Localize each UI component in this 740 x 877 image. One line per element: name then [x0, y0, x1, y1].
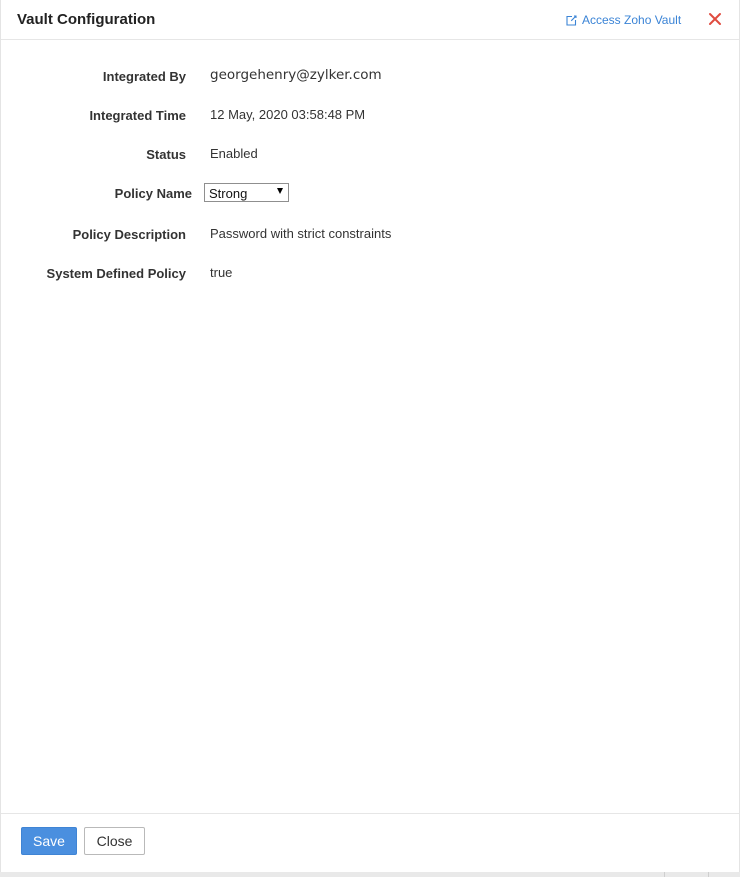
field-row-integrated-by: [1, 66, 739, 88]
access-zoho-vault-link[interactable]: [566, 13, 681, 27]
integrated-time-label: Integrated Time: [89, 108, 186, 123]
external-link-icon: [566, 15, 577, 26]
integrated-by-value: georgehenry@zylker.com: [210, 67, 382, 83]
field-row-policy-name: [1, 183, 739, 205]
dialog-title: Vault Configuration: [17, 11, 156, 28]
divider: [664, 872, 665, 877]
policy-name-label: Policy Name: [114, 186, 192, 201]
integrated-time-value: 12 May, 2020 03:58:48 PM: [210, 107, 366, 122]
dropdown-arrow-icon: [277, 188, 283, 194]
dialog-footer: [1, 813, 739, 873]
policy-name-select[interactable]: [204, 183, 289, 202]
divider: [708, 872, 709, 877]
policy-description-label: Policy Description: [72, 227, 186, 242]
close-icon[interactable]: [708, 12, 722, 26]
system-defined-policy-value: true: [210, 265, 233, 280]
field-row-integrated-time: [1, 105, 739, 127]
field-row-system-defined-policy: [1, 263, 739, 285]
policy-description-value: Password with strict constraints: [210, 226, 392, 241]
integrated-by-label: Integrated By: [102, 69, 186, 84]
system-defined-policy-label: System Defined Policy: [46, 266, 186, 281]
status-label: Status: [146, 147, 186, 162]
policy-name-selected-value: Strong: [209, 186, 248, 201]
access-zoho-vault-label: Access Zoho Vault: [582, 13, 682, 27]
status-value: Enabled: [210, 146, 258, 161]
dialog-header: [1, 0, 739, 40]
bottom-edge: [0, 872, 740, 877]
field-row-policy-description: [1, 224, 739, 246]
field-row-status: [1, 144, 739, 166]
save-button[interactable]: Save: [21, 827, 77, 855]
close-button[interactable]: Close: [84, 827, 145, 855]
